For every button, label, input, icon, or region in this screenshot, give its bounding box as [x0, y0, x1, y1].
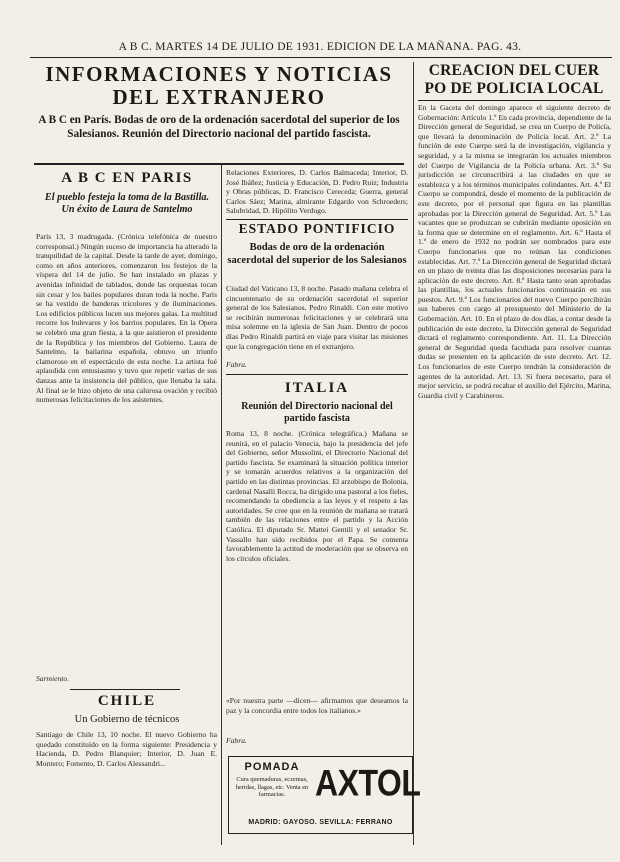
ad-lab: MADRID: GAYOSO. SEVILLA: FERRANO: [248, 819, 393, 826]
paris-signature: Sarmiento.: [36, 674, 70, 683]
chile-body: Santiago de Chile 13, 10 noche. El nuevo Gobierno ha quedado constituído en la forma siguiente: Presidencia y Hacienda, D. Pedro Blanquier; Interior, D. Juan E. Montero; Fomento, D. Carlos Alessandri...: [36, 730, 217, 768]
main-summary: A B C en París. Bodas de oro de la ordenación sacerdotal del superior de los Salesianos. Reunión del Directorio nacional del partido fascista.: [38, 114, 400, 140]
italia-body: Roma 13, 8 noche. (Crónica telegráfica.) Mañana se reunirá, en el palacio Venecia, bajo la presidencia del jefe del Gobierno, señor Mussolini, el Directorio Nacional del partido fascista. Se examinará la situación política interior y se tomarán acuerdos relativos a la organización del partido en las distintas provincias. El arzobispo de Bolonia, cardenal Nasalli Rocca, ha dirigido una pastoral a los fieles, recomendando la obediencia a las leyes y el respeto a las autoridades. Se cree que en la reunión de mañana se tratará también de las relaciones entre el partido y la Acción Católica. El diputado Sr. Mattei Gentili y el senador Sr. Vassallo han sido recibidos por el Papa. Se comenta favorablemente la actitud de moderación que se observa en los círculos oficiales.: [226, 429, 408, 563]
vaticano-signature: Fabra.: [226, 360, 247, 369]
header-rule: [30, 57, 612, 58]
ad-description: Cura quemaduras, eczemas, heridas, llagas, etc. Venta en farmacias.: [235, 776, 309, 799]
paris-body: París 13, 3 madrugada. (Crónica telefónica de nuestro corresponsal.) Ningún suceso de importancia ha alterado la tranquilidad de la capital. Desde la tarde de ayer, domingo, como en años anteriores, comenzaron los festejos de la víspera del 14 de julio. Se han instalado en plazas y avenidas infinidad de tablados, donde las orquestas tocan sin cesar y los bailes populares duran toda la noche. París se ha vestido de banderas tricolores y de iluminaciones. Los edificios públicos lucen sus mejores galas. La multitud recorre los bulevares y los barrios populares. En la Opera se celebró una gran fiesta, a la que asistieron el presidente de la República y los miembros del Gobierno. Laura de Santelmo, la bailarina española, obtuvo un triunfo clamoroso en el espectáculo de esta noche. La artista fué aplaudida con entusiasmo y tuvo que repetir varias de sus danzas ante la insistencia del público, que llenaba la sala. Al final se le hizo objeto de una calurosa ovación y recibió numerosas felicitaciones de los asistentes.: [36, 232, 217, 405]
column-rule-1: [221, 165, 222, 845]
column-rule-2: [413, 62, 414, 845]
paris-subtitle: El pueblo festeja la toma de la Bastilla. Un éxito de Laura de Santelmo: [44, 192, 210, 216]
ad-brand: AXTOL: [315, 762, 421, 804]
policia-title-rule: [418, 100, 610, 101]
vaticano-title: ESTADO PONTIFICIO: [238, 221, 396, 236]
italia-signature: Fabra.: [226, 736, 247, 745]
chile-subtitle: Un Gobierno de técnicos: [74, 714, 180, 725]
chile-continued: Relaciones Exteriores, D. Carlos Balmaceda; Interior, D. José Ibáñez; Justicia y Educación, D. Pedro Ruiz; Industria y Obras públicas, D. Francisco Cereceda; Guerra, general Carlos Sáez; Marina, almirante Edgardo von Schroeders; Salubridad, D. Hipólito Verdugo.: [226, 168, 408, 216]
italia-quote: «Por nuestra parte —dicen— afirmamos que deseamos la paz y la concordia entre todos los italianos.»: [226, 696, 408, 715]
policia-title-line-1: CREACION DEL CUER: [428, 62, 600, 79]
vaticano-subtitle: Bodas de oro de la ordenación sacerdotal del superior de los Salesianos: [227, 242, 407, 266]
axtol-ad: [228, 756, 421, 834]
main-title-line-2: DEL EXTRANJERO: [112, 85, 326, 109]
vaticano-body: Ciudad del Vaticano 13, 8 noche. Pasado mañana celebra el cincuentenario de su ordenación sacerdotal el superior general de los Salesianos, Pedro Rinaldi. Con este motivo se recibirán numerosas felicitaciones y se celebrará una misa solemne en la iglesia de San Juan. Dentro de pocos días Pedro Rinaldi partirá en viaje para visitar las misiones que la congregación tiene en el extranjero.: [226, 284, 408, 351]
ad-pomada-label: POMADA: [244, 761, 300, 773]
page-header: A B C. MARTES 14 DE JULIO DE 1931. EDICION DE LA MAÑANA. PAG. 43.: [118, 41, 522, 53]
italia-title: ITALIA: [284, 380, 350, 396]
italia-top-rule: [226, 374, 408, 375]
policia-title-line-2: PO DE POLICIA LOCAL: [424, 80, 604, 97]
paris-end-rule: [70, 689, 180, 690]
italia-subtitle: Reunión del Directorio nacional del partido fascista: [241, 401, 393, 425]
paris-title: A B C EN PARIS: [61, 170, 193, 186]
main-title-line-1: INFORMACIONES Y NOTICIAS: [45, 62, 393, 86]
vaticano-top-rule: [226, 219, 408, 220]
chile-title: CHILE: [97, 693, 157, 709]
main-title-rule: [34, 163, 404, 165]
policia-body: En la Gaceta del domingo aparece el siguiente decreto de Gobernación: Artículo 1.º En cada provincia, dependiente de la Dirección general de Seguridad, se crea un Cuerpo de Policía, que llevará la denominación de Policía local. Art. 2.º La función de este Cuerpo será la de investigación, vigilancia y seguridad, y a la misma se integrarán los actuales miembros del Cuerpo de Vigilancia de la Policía urbana. Art. 3.º Su jurisdicción se circunscribirá a las ciudades en que se establezca y a los términos municipales colindantes. Art. 4.º El Cuerpo se compondrá, desde el momento de la publicación de este decreto, por el personal que figura en las plantillas aprobadas por la Dirección general de Seguridad. Art. 5.º Las vacantes que se produzcan se cubrirán mediante oposición en la forma que se determine en el reglamento. Art. 6.º Hasta el 1.º de enero de 1932 no podrán ser nombrados para este Cuerpo funcionarios que no reúnan las condiciones establecidas. Art. 7.º La Dirección general de Seguridad dictará en un plazo de treinta días las disposiciones necesarias para la aplicación de este decreto. Art. 8.º Hasta tanto sean aprobadas las plantillas, los actuales funcionarios continuarán en sus puestos. Art. 9.º Los funcionarios del nuevo Cuerpo percibirán sus haberes con cargo al presupuesto del Ministerio de la Gobernación. Art. 10. En el plazo de dos días, a contar desde la publicación de este decreto, la Dirección general de Seguridad dictará el reglamento correspondiente. Art. 11. La Dirección general de Seguridad queda facultada para resolver cuantas dudas se presenten en la aplicación de este decreto. Art. 12. Los funcionarios de este Cuerpo tendrán la consideración de agentes de la autoridad. Art. 13. Si fuera necesario, para el mejor servicio, se podrá recabar el auxilio del Ejército, Marina, Guardia civil y Carabineros.: [418, 103, 611, 400]
